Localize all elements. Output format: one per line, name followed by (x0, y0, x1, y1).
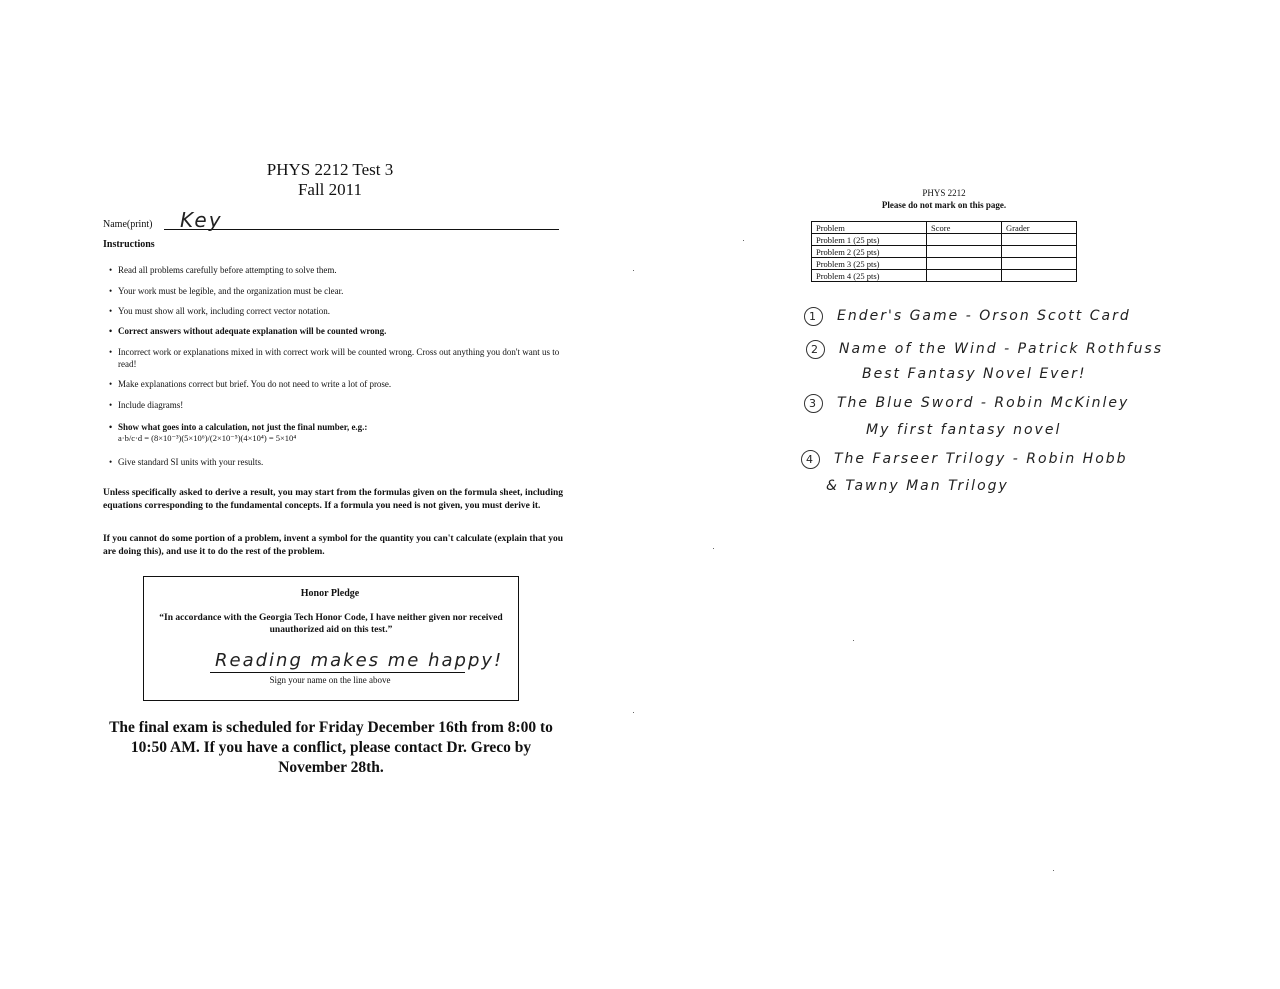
scan-speck (713, 548, 714, 549)
page-subtitle: Fall 2011 (297, 180, 363, 199)
grader-cell (1002, 234, 1077, 246)
entry-number: 4 (801, 450, 820, 469)
paragraph-formulas: Unless specifically asked to derive a result, you may start from the formulas given on the formula sheet, including equations corresponding to the fundamental concepts. If a formula you need is not given, you must derive it. (103, 488, 563, 511)
page-title: PHYS 2212 Test 3 (266, 160, 394, 179)
table-cell: Problem 1 (25 pts) (812, 234, 927, 246)
table-row (812, 270, 1077, 282)
handwritten-signature: Reading makes me happy! (215, 650, 504, 671)
column-header: Score (927, 222, 1002, 234)
entry-number: 3 (804, 394, 823, 413)
table-row (812, 246, 1077, 258)
honor-pledge-title: Honor Pledge (300, 588, 360, 599)
signature-caption: Sign your name on the line above (269, 675, 391, 685)
handwritten-note: Best Fantasy Novel Ever! (862, 366, 1087, 382)
score-cell (927, 258, 1002, 270)
scan-speck (853, 640, 854, 641)
signature-line (210, 672, 465, 673)
right-page-warning: Please do not mark on this page. (881, 200, 1007, 210)
scan-speck (633, 712, 634, 713)
final-exam-note: The final exam is scheduled for Friday December 16th from 8:00 to 10:50 AM. If you have a conflict, please contact Dr. Greco by November 28th. (109, 719, 553, 776)
honor-pledge-text: “In accordance with the Georgia Tech Honor Code, I have neither given nor received unauthorized aid on this test.” (159, 613, 503, 635)
instruction-item: • Read all problems carefully before attempting to solve them. (118, 264, 568, 276)
instruction-item: • Make explanations correct but brief. You do not need to write a lot of prose. (118, 378, 568, 390)
instruction-item: • Show what goes into a calculation, not just the final number, e.g.: (118, 421, 448, 433)
handwritten-note: My first fantasy novel (866, 422, 1062, 438)
score-cell (927, 246, 1002, 258)
handwritten-entry (801, 450, 1128, 469)
name-value: Key (180, 208, 223, 232)
score-cell (927, 270, 1002, 282)
handwritten-entry (804, 394, 1129, 413)
scan-speck (743, 240, 744, 241)
instruction-item: • Correct answers without adequate explanation will be counted wrong. (118, 325, 568, 337)
grader-cell (1002, 270, 1077, 282)
grader-cell (1002, 246, 1077, 258)
entry-text: Ender's Game - Orson Scott Card (837, 308, 1131, 324)
table-row (812, 234, 1077, 246)
score-table (811, 221, 1077, 282)
score-cell (927, 234, 1002, 246)
instruction-item: • Your work must be legible, and the organization must be clear. (118, 285, 568, 297)
entry-number: 1 (804, 307, 823, 326)
instructions-heading: Instructions (103, 239, 155, 250)
calc-example: a·b/c·d = (8×10⁻³)(5×10⁶)/(2×10⁻⁵)(4×10⁴) = 5×10⁴ (118, 433, 297, 443)
entry-text: The Blue Sword - Robin McKinley (837, 395, 1130, 411)
table-cell: Problem 2 (25 pts) (812, 246, 927, 258)
handwritten-entry (806, 340, 1163, 359)
scan-speck (633, 270, 634, 271)
table-row (812, 258, 1077, 270)
table-cell: Problem 3 (25 pts) (812, 258, 927, 270)
scan-speck (1053, 870, 1054, 871)
table-cell: Problem 4 (25 pts) (812, 270, 927, 282)
instruction-item: • Include diagrams! (118, 399, 568, 411)
paragraph-symbols: If you cannot do some portion of a problem, invent a symbol for the quantity you can't calculate (explain that you are doing this), and use it to do the rest of the problem. (103, 534, 563, 557)
handwritten-entry (804, 307, 1131, 326)
entry-number: 2 (806, 340, 825, 359)
entry-text: Name of the Wind - Patrick Rothfuss (839, 341, 1164, 357)
column-header: Grader (1002, 222, 1077, 234)
handwritten-note: & Tawny Man Trilogy (826, 478, 1009, 494)
name-label: Name(print) (103, 219, 153, 230)
instruction-item: • Give standard SI units with your results. (118, 456, 568, 468)
entry-text: The Farseer Trilogy - Robin Hobb (834, 451, 1128, 467)
grader-cell (1002, 258, 1077, 270)
right-page-course: PHYS 2212 (922, 188, 966, 198)
column-header: Problem (812, 222, 927, 234)
table-header-row (812, 222, 1077, 234)
name-line (164, 229, 559, 230)
instruction-item: • You must show all work, including correct vector notation. (118, 305, 568, 317)
instruction-item: • Incorrect work or explanations mixed in with correct work will be counted wrong. Cross out anything you don't want us to read! (118, 346, 568, 370)
